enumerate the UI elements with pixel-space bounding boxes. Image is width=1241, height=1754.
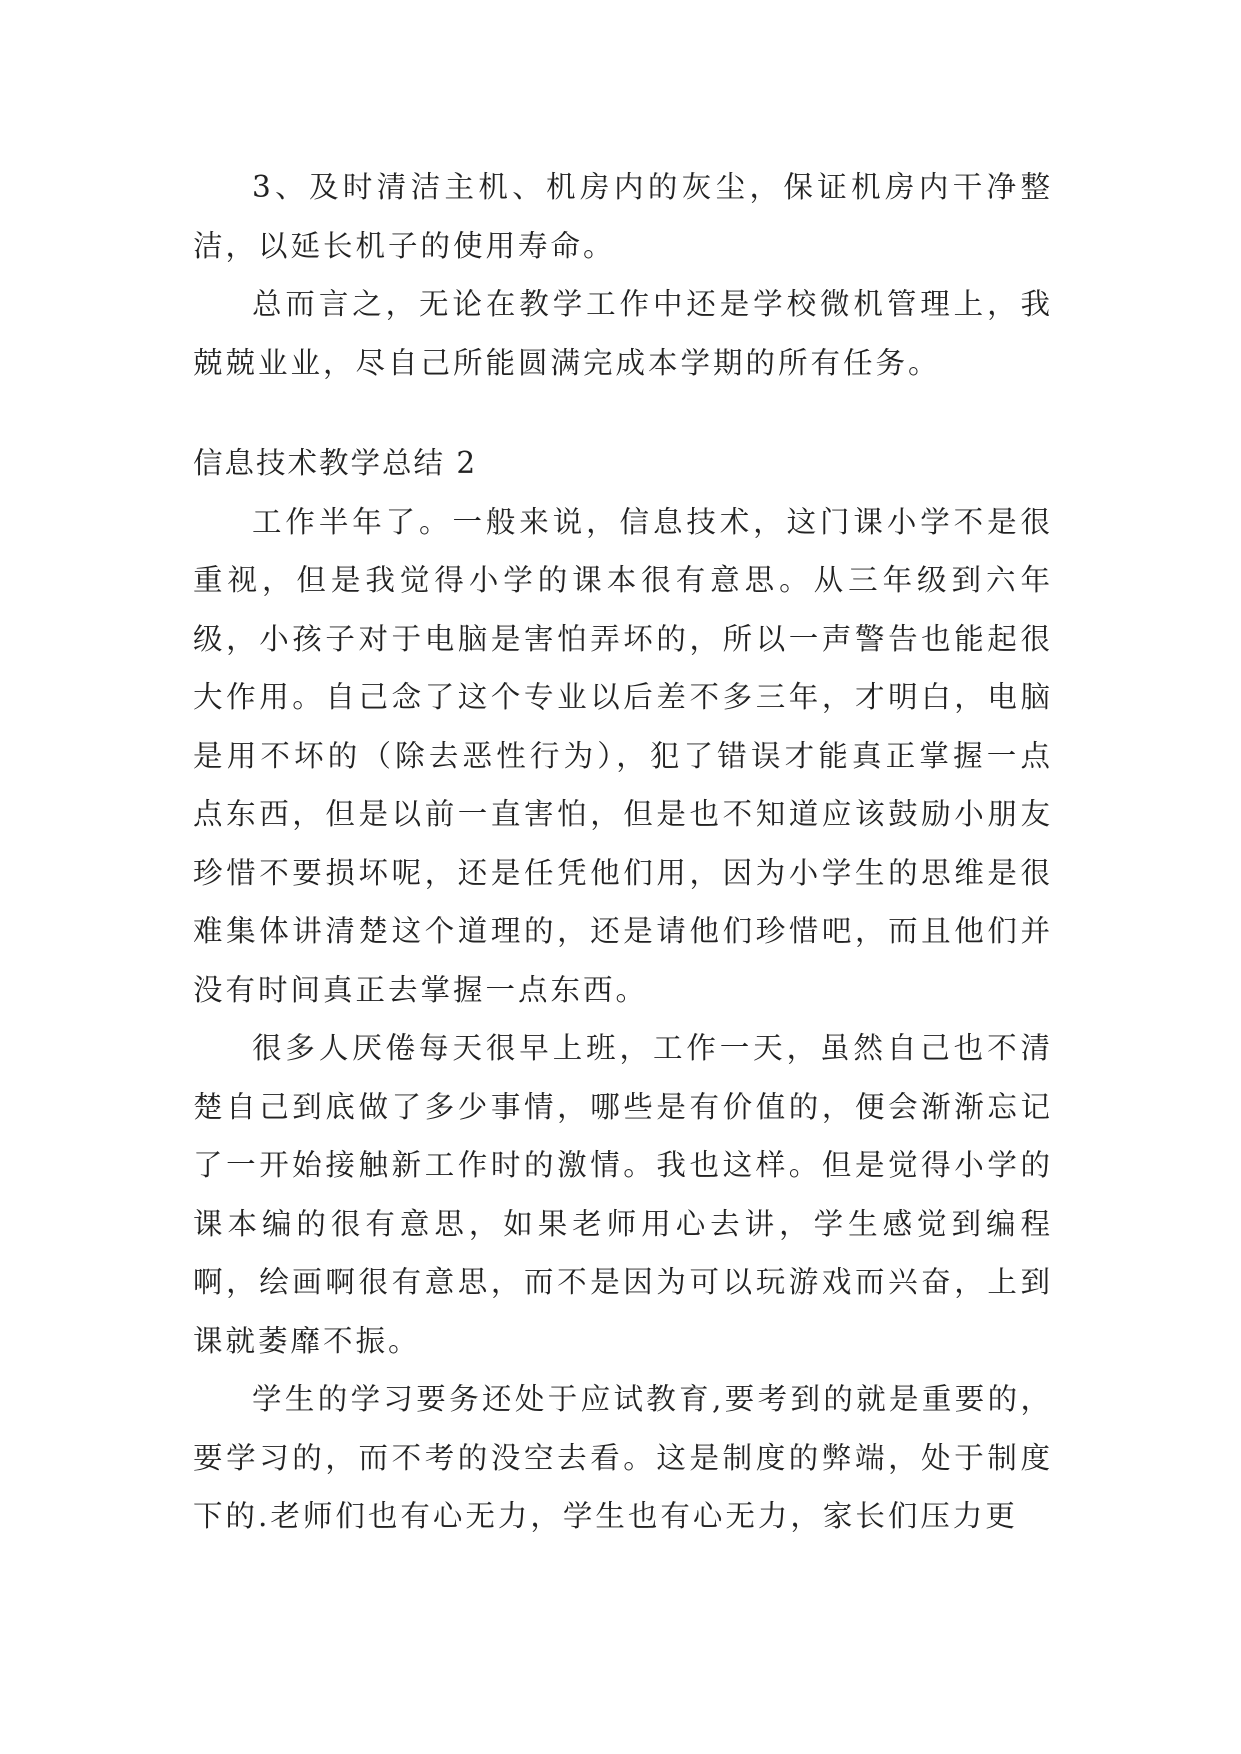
paragraph-conclusion: 总而言之，无论在教学工作中还是学校微机管理上，我兢兢业业，尽自己所能圆满完成本学期的所有任务。 xyxy=(193,287,1053,380)
section-title: 信息技术教学总结 2 xyxy=(193,446,478,480)
paragraph-exam-education: 学生的学习要务还处于应试教育,要考到的就是重要的，要学习的，而不考的没空去看。这是制度的弊端，处于制度下的.老师们也有心无力，学生也有心无力，家长们压力更 xyxy=(193,1382,1053,1533)
paragraph-maintenance-item-3: 3、及时清洁主机、机房内的灰尘，保证机房内干净整洁，以延长机子的使用寿命。 xyxy=(193,170,1053,263)
paragraph-half-year-work: 工作半年了。一般来说，信息技术，这门课小学不是很重视，但是我觉得小学的课本很有意思。从三年级到六年级，小孩子对于电脑是害怕弄坏的，所以一声警告也能起很大作用。自己念了这个专业以后差不多三年，才明白，电脑是用不坏的（除去恶性行为），犯了错误才能真正掌握一点点东西，但是以前一直害怕，但是也不知道应该鼓励小朋友珍惜不要损坏呢，还是任凭他们用，因为小学生的思维是很难集体讲清楚这个道理的，还是请他们珍惜吧，而且他们并没有时间真正去掌握一点东西。 xyxy=(193,504,1053,1007)
document-body xyxy=(193,158,1053,1546)
paragraph-daily-routine: 很多人厌倦每天很早上班，工作一天，虽然自己也不清楚自己到底做了多少事情，哪些是有价值的，便会渐渐忘记了一开始接触新工作时的激情。我也这样。但是觉得小学的课本编的很有意思，如果老师用心去讲，学生感觉到编程啊，绘画啊很有意思，而不是因为可以玩游戏而兴奋，上到课就萎靡不振。 xyxy=(193,1031,1053,1358)
